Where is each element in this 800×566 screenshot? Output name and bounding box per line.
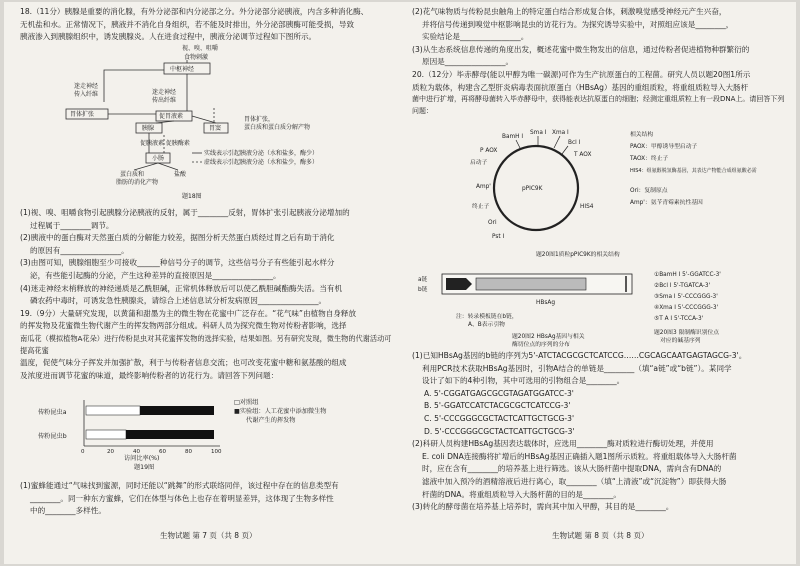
q20-sub1c: 设计了如下的4种引物，其中可选用的引物组合是________。 <box>422 376 625 386</box>
fig19-tick-label: 20 <box>107 449 114 455</box>
fig19-ylabel-b: 传粉昆虫b <box>38 433 67 440</box>
hbsag-label: HBsAg <box>536 300 556 306</box>
chain-b-label: b链 <box>418 287 428 293</box>
site-smai: Sma I <box>530 130 547 136</box>
figure-20-2-gene <box>416 264 786 348</box>
q18-sub4b: 磷农药中毒时，可诱发急性胰腺炎，请综合上述信息试分析发病原因________________。 <box>30 296 327 306</box>
option-d[interactable]: D. 5'-CCCGGGCGCTACTCATTGCTGCG-3' <box>424 426 575 436</box>
fig20-3-caption-b: 对应的碱基序列 <box>660 338 701 344</box>
answer-options <box>412 388 788 437</box>
fig19-bar-a-experiment <box>140 406 214 415</box>
fig18-legend1: 实线表示引起胰液分泌（水和盐多，酶少） <box>204 150 319 157</box>
fig18-vagus-label: 迷走神经 <box>74 83 99 90</box>
q20-sub2b: E. coli DNA连接酶将扩增后的HBsAg基因正确插入题1图所示质粒。将重组载体导入大肠杆菌 <box>422 451 737 461</box>
fig18-stomach-note2: 蛋白质和蛋白质分解产物 <box>244 124 311 131</box>
legend-ori: Ori：复制原点 <box>630 188 668 194</box>
fig19-legend1: □对照组 <box>234 399 259 406</box>
option-a[interactable]: A. 5'-CGGATGAGCGCGTAGATGGATCC-3' <box>424 388 574 398</box>
fig18-bottom2: 脂肪的消化产物 <box>116 179 159 186</box>
fig18-efferent-label: 迷走神经 <box>152 89 177 96</box>
fig18-secretin-label: 促胰液素 促胰酶素 <box>140 140 190 147</box>
q19-line: 的挥发物及花蜜微生物代谢产生的挥发物两部分组成。科研人员为探究微生物对传粉者影响，选择 <box>20 321 347 331</box>
page-footer-right: 生物试题 第 8 页（共 8 页） <box>552 531 649 540</box>
q18-line: 无机盐和水。正常情况下，胰液并不消化自身组织，若不能及时排出，外分泌部胰酶可能受损，导致 <box>20 19 355 29</box>
q19-sub2: (2)花气味物质与传粉昆虫触角上的特定蛋白结合形成复合体，刺激嗅觉感受神经元产生兴奋， <box>412 7 727 16</box>
site-bcli: Bcl I <box>568 140 581 146</box>
q19-sub1c: 中的________多样性。 <box>30 506 106 516</box>
fig19-tick-label: 60 <box>159 449 166 455</box>
plasmid-center-label: pPIC9K <box>522 186 543 192</box>
q20-line: 质粒为载体，构建含乙型肝炎病毒表面抗原蛋白（HBsAg）基因的重组质粒，将重组质粒导入大肠杆 <box>412 82 749 92</box>
q20-sub2c: 时，应在含有________的培养基上进行筛选。该从大肠杆菌中提取DNA，需向含有DNA的 <box>422 464 722 474</box>
fig18-legend2: 虚线表示引起胰液分泌（水和盐少，酶多） <box>204 159 319 166</box>
q20-line: 菌中进行扩增，再将酵母菌转入毕赤酵母中，获得能表达抗原蛋白的细胞；经测定重组质粒上有一段DNA上。请回答下列问题： <box>412 95 785 115</box>
fig18-stomach-box: 胃体扩张 <box>70 111 95 118</box>
site-bamhi: BamH I <box>502 134 524 140</box>
fig18-center-box: 中枢神经 <box>170 66 195 73</box>
q18-sub4: (4)迷走神经末梢释放的神经递质是乙酰胆碱，正常机体释放后可以使乙酰胆碱酯酶失活。当有机 <box>20 283 343 293</box>
right-page <box>412 6 788 118</box>
left-page <box>20 6 394 44</box>
q20-sub1: (1)已知HBsAg基因的b链的序列为5'-ATCTACGCGCTCATCCG……CGCAGCAATGAGTAGCG-3'。 <box>412 351 747 360</box>
fig19-legend3: 代谢产生的挥发物 <box>246 417 296 424</box>
q19-sub2c: 实验结论是________________。 <box>422 32 529 42</box>
fig20-note1: 注：转录模板链在b链， <box>456 314 518 320</box>
q18-sub2: (2)胰液中的蛋白酶对天然蛋白质的分解能力较差，据图分析天然蛋白质经过胃之后有助于消化 <box>20 233 335 243</box>
left-page-bottom <box>20 480 394 518</box>
q20-title: 20.（12分）毕赤酵母(能以甲醇为唯一碳源)可作为生产抗原蛋白的工程菌。研究人员以题20图1所示 <box>412 69 751 79</box>
legend-paox: PAOX：甲醇诱导型启动子 <box>630 144 698 150</box>
fig18-intestine-box: 小肠 <box>152 155 165 162</box>
figure-19-chart <box>34 394 334 470</box>
fig19-xlabel: 访问比率(%) <box>124 455 160 462</box>
q18-sub3b: 泌，有些能引起酶的分泌，产生这种差异的直接原因是________________。 <box>30 270 281 280</box>
q19-sub3b: 原因是________________。 <box>422 57 514 67</box>
fig18-pancreas-box: 胰腺 <box>142 125 155 132</box>
fig20-2-caption: 题20图2 HBsAg基因与相关 <box>512 334 585 340</box>
q18-line: 胰液渗入到胰腺组织中，诱发胰腺炎。人在进食过程中，胰液分泌调节过程如下图所示。 <box>20 32 317 42</box>
site-taox: T AOX <box>574 152 592 158</box>
option-c[interactable]: C. 5'-CCCGGGCGCTACTCATTGCTGCG-3' <box>424 413 575 423</box>
left-page-lower <box>20 207 394 382</box>
promoter-label: 启动子 <box>470 160 488 166</box>
right-page-lower <box>412 350 788 514</box>
fig18-caption: 题18图 <box>182 193 202 200</box>
q19-line: 温度，促使气味分子挥发并加强扩散，利于与传粉者信息交流；也可改变花蜜中糖和氨基酸的组成 <box>20 358 347 368</box>
fig18-top-label: 视、嗅、咀嚼 <box>182 45 219 52</box>
ori-label: Ori <box>488 220 497 226</box>
fig20-1-caption: 题20图1质粒pPIC9K的相关结构 <box>536 252 620 258</box>
legend-his4: HIS4：组氨醇脱氢酶基因，其表达产物能合成组氨酸必需 <box>630 168 757 174</box>
figure-18-diagram <box>64 42 334 200</box>
fig19-tick-label: 100 <box>211 449 222 455</box>
fig20-note2: A、B表示引物 <box>468 322 505 328</box>
enzyme-site-4: ④Xma I 5'-CCCGGG-3' <box>654 305 719 311</box>
q19-sub2b: 并将信号传递到嗅觉中枢影响昆虫的访花行为。为探究诱导实验中，对照组应该是________， <box>422 19 734 29</box>
q20-sub3: (3)转化的酵母菌在培养基上培养时，需向其中加入甲醇，其目的是________。 <box>412 502 674 512</box>
paox-label: P AOX <box>480 148 498 154</box>
q18-sub3: (3)由图可知，胰腺细胞至少可接收______种信号分子的调节，这些信号分子有些能引起水样分 <box>20 258 335 268</box>
fig18-gastrin-box: 促胃液素 <box>159 113 184 120</box>
fig19-tick-label: 40 <box>133 449 140 455</box>
his4-label: HIS4 <box>580 204 594 210</box>
q20-sub2e: 杆菌的DNA。将重组质粒导入大肠杆菌的目的是________。 <box>422 489 621 499</box>
q19-line: 及浓度进而调节花蜜的味道，最终影响传粉者的访花行为。请回答下列问题： <box>20 370 279 380</box>
chain-a-label: a链 <box>418 277 428 283</box>
fig20-3-caption: 题20图3 限制酶识别位点 <box>654 330 720 336</box>
option-b[interactable]: B. 5'-GGATCCATCTACGCGCTCATCCG-3' <box>424 401 571 411</box>
fig19-ylabel-a: 传粉昆虫a <box>38 409 67 416</box>
fig19-legend2: ■实验组：人工花蜜中添加微生物 <box>234 408 327 415</box>
q20-sub2d: 滤液中加入预冷的酒精溶液后进行离心，取________（填“上清液”或“沉淀物”）即获得大肠 <box>422 476 727 486</box>
q20-sub2: (2)科研人员构建HBsAg基因表达载体时，应选用________酶对质粒进行酶切处理，并使用 <box>412 439 714 449</box>
figure-20-1-plasmid <box>456 128 786 260</box>
enzyme-site-2: ②Bcl I 5'-TGATCA-3' <box>654 283 711 289</box>
q20-sub1b: 利用PCR技术获取HBsAg基因时，引物A结合的单链是________（填“a链”或“b链”）。某同学 <box>422 363 732 373</box>
fig18-bottom1: 蛋白质和 <box>120 171 145 178</box>
fig20-2-caption-b: 酶切位点的序列的分布 <box>512 342 570 348</box>
fig18-vagus2-label: 传入纤维 <box>74 91 99 98</box>
page-footer-left: 生物试题 第 7 页（共 8 页） <box>160 531 257 540</box>
fig19-tick-label: 80 <box>185 449 192 455</box>
q18-title: 18.（11分）胰腺是重要的消化腺，有外分泌部和内分泌部之分。外分泌部分泌胰液，内含多种消化酶、 <box>20 7 369 16</box>
enzyme-site-3: ③Sma I 5'-CCCGGG-3' <box>654 294 718 300</box>
legend-amp: Amp'：氨苄青霉素抗性基因 <box>630 200 703 206</box>
q18-sub1: (1)视、嗅、咀嚼食物引起胰腺分泌胰液的反射，属于________反射，胃体扩张引起胰液分泌增加的 <box>20 208 350 217</box>
legend-taox: TAOX：终止子 <box>630 156 669 162</box>
fig18-stomach-note: 胃体扩张， <box>244 116 275 123</box>
q18-sub2b: 的原因有________________。 <box>30 245 129 255</box>
q19-sub1: (1)蜜蜂能通过“气味找到蜜源，同时还能以“跳舞”的形式联络同伴，该过程中存在的信息类型有 <box>20 481 339 490</box>
fig19-bar-a-control <box>86 406 140 415</box>
fig19-caption: 题19图 <box>134 464 155 470</box>
fig18-efferent2-label: 传出纤维 <box>152 97 177 104</box>
fig19-tick-label: 0 <box>81 449 85 455</box>
fig19-bar-b-experiment <box>126 430 214 439</box>
q19-line: 南瓜花（模拟植物A花朵）进行传粉昆虫对其花蜜挥发物的选择实验，结果如图。另有研究发现，微生物的代谢活动可提高花蜜 <box>20 333 392 355</box>
fig18-top2-label: 食物刺激 <box>184 54 209 61</box>
exam-sheet <box>4 2 796 564</box>
site-xmai: Xma I <box>552 130 569 136</box>
legend-title: 相关结构 <box>630 132 654 138</box>
enzyme-site-5: ⑤T A I 5'-TCCA-3' <box>654 316 704 322</box>
fig19-bar-b-control <box>86 430 126 439</box>
q19-sub3: (3)从生态系统信息传递的角度出发，概述花蜜中微生物发出的信息，通过传粉者促进植物种群繁衍的 <box>412 44 750 54</box>
fig18-bottom3: 盐酸 <box>174 171 187 178</box>
q19-title: 19.（9分）大量研究发现，以黄蒲和甜墨为主的微生物在花蜜中广泛存在。“花气味”由植物自身释放 <box>20 308 357 318</box>
q19-sub1b: ________。同一种东方蜜蜂，它们在体型与体色上也存在着明显差异，这体现了生物多样性 <box>30 493 334 503</box>
amp-label: Amp' <box>476 184 491 190</box>
psti-label: Pst I <box>492 234 505 240</box>
q18-sub1b: 过程属于________调节。 <box>30 220 114 230</box>
terminator-label: 终止子 <box>472 204 490 210</box>
fig18-antrum-box: 胃窦 <box>209 125 222 132</box>
enzyme-site-1: ①BamH I 5'-GGATCC-3' <box>654 272 721 278</box>
